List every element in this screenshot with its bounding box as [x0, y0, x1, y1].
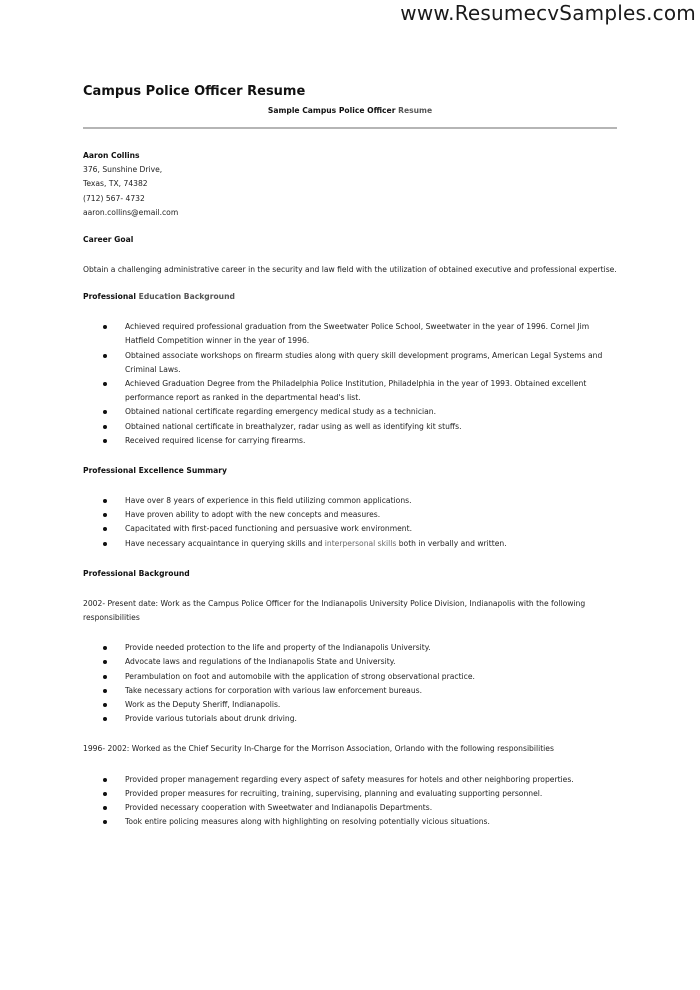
- education-heading-muted: Education Background: [138, 292, 235, 302]
- education-item: Obtained national certificate regarding emergency medical study as a technician.: [83, 405, 617, 419]
- contact-phone: (712) 567- 4732: [83, 193, 145, 203]
- excellence-item: Have over 8 years of experience in this field utilizing common applications.: [83, 494, 617, 508]
- bullet-icon: [103, 820, 107, 824]
- excellence-item: Have proven ability to adopt with the new concepts and measures.: [83, 508, 617, 522]
- bullet-icon: [103, 703, 107, 707]
- bullet-icon: [103, 646, 107, 650]
- bullet-icon: [103, 382, 107, 386]
- education-item: Achieved required professional graduation from the Sweetwater Police School, Sweetwater in the year of 1996. Cornel Jim Hatfield Competition winner in the year of 1996.: [83, 320, 617, 348]
- interpersonal-skills-link: interpersonal skills: [324, 538, 397, 548]
- job-responsibility: Take necessary actions for corporation with various law enforcement bureaus.: [83, 684, 617, 698]
- education-heading: [83, 290, 617, 304]
- contact-address-line2: Texas, TX, 74382: [83, 179, 148, 189]
- excellence-item: Capacitated with first-paced functioning and persuasive work environment.: [83, 522, 617, 536]
- job-responsibility: Took entire policing measures along with highlighting on resolving potentially vicious situations.: [83, 815, 617, 829]
- excellence-item: Have necessary acquaintance in querying skills and interpersonal skills both in verbally and written.: [83, 537, 617, 551]
- job-responsibility: Provide needed protection to the life and property of the Indianapolis University.: [83, 641, 617, 655]
- bullet-icon: [103, 660, 107, 664]
- job-responsibility: Work as the Deputy Sheriff, Indianapolis.: [83, 698, 617, 712]
- contact-name: Aaron Collins: [83, 151, 140, 160]
- education-list: [83, 320, 617, 448]
- career-goal-text: Obtain a challenging administrative career in the security and law field with the utilization of obtained executive and professional expertise.: [83, 265, 617, 275]
- bullet-icon: [103, 499, 107, 503]
- bullet-icon: [103, 792, 107, 796]
- bullet-icon: [103, 806, 107, 810]
- job-summary: 1996- 2002: Worked as the Chief Security In-Charge for the Morrison Association, Orlando with the following responsibilities: [83, 744, 554, 754]
- education-heading-main: Professional: [83, 292, 136, 302]
- header-divider: [83, 127, 617, 129]
- resume-document: [83, 84, 617, 830]
- bullet-icon: [103, 675, 107, 679]
- job-summary: 2002- Present date: Work as the Campus Police Officer for the Indianapolis University Police Division, Indianapolis with the following responsibilities: [83, 598, 586, 623]
- job-responsibility: Perambulation on foot and automobile with the application of strong observational practice.: [83, 670, 617, 684]
- document-title: Campus Police Officer Resume: [83, 84, 306, 99]
- bullet-icon: [103, 513, 107, 517]
- job-responsibility: Provided necessary cooperation with Sweetwater and Indianapolis Departments.: [83, 801, 617, 815]
- document-subtitle: [83, 106, 617, 116]
- excellence-heading: Professional Excellence Summary: [83, 466, 227, 476]
- bullet-icon: [103, 354, 107, 358]
- bullet-icon: [103, 425, 107, 429]
- subtitle-muted: Resume: [398, 106, 433, 115]
- contact-email: aaron.collins@email.com: [83, 207, 179, 217]
- job-responsibility: Provide various tutorials about drunk driving.: [83, 712, 617, 726]
- job-responsibilities-list: [83, 773, 617, 830]
- job-responsibility: Advocate laws and regulations of the Indianapolis State and University.: [83, 655, 617, 669]
- education-item: Received required license for carrying firearms.: [83, 434, 617, 448]
- job-responsibilities-list: [83, 641, 617, 726]
- contact-block: [83, 149, 617, 220]
- bullet-icon: [103, 439, 107, 443]
- bullet-icon: [103, 410, 107, 414]
- bullet-icon: [103, 717, 107, 721]
- bullet-icon: [103, 689, 107, 693]
- bullet-icon: [103, 778, 107, 782]
- excellence-list: [83, 494, 617, 551]
- bullet-icon: [103, 542, 107, 546]
- background-heading: Professional Background: [83, 568, 190, 578]
- job-responsibility: Provided proper management regarding every aspect of safety measures for hotels and other neighboring properties.: [83, 773, 617, 787]
- bullet-icon: [103, 325, 107, 329]
- education-item: Achieved Graduation Degree from the Philadelphia Police Institution, Philadelphia in the year of 1993. Obtained excellent performance report as ranked in the departmental head's list.: [83, 377, 617, 405]
- bullet-icon: [103, 527, 107, 531]
- career-goal-heading: Career Goal: [83, 235, 134, 245]
- contact-address-line1: 376, Sunshine Drive,: [83, 165, 163, 175]
- subtitle-main: Sample Campus Police Officer: [267, 106, 396, 115]
- education-item: Obtained associate workshops on firearm studies along with query skill development programs, American Legal Systems and Criminal Laws.: [83, 349, 617, 377]
- site-watermark: www.ResumecvSamples.com: [400, 1, 696, 25]
- education-item: Obtained national certificate in breathalyzer, radar using as well as identifying kit stuffs.: [83, 420, 617, 434]
- job-responsibility: Provided proper measures for recruiting, training, supervising, planning and evaluating supporting personnel.: [83, 787, 617, 801]
